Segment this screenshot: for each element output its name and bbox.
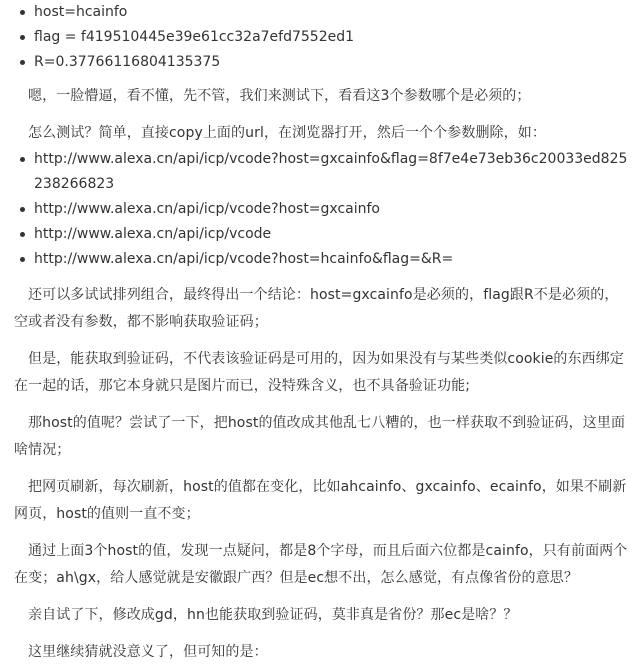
paragraph: 通过上面3个host的值，发现一点疑问，都是8个字母，而且后面六位都是cainfo，只有前面两个在变；ah\gx，给人感觉就是安徽跟广西？但是ec想不出，怎么感觉，有点像省份的意思？ xyxy=(14,543,628,586)
list-item: http://www.alexa.cn/api/icp/vcode xyxy=(20,222,630,247)
url-list xyxy=(14,147,630,272)
param-list xyxy=(14,0,630,75)
list-item: http://www.alexa.cn/api/icp/vcode?host=gxcainfo&flag=8f7e4e73eb36c20033ed825238266823 xyxy=(20,147,630,197)
paragraph: 这里继续猜就没意义了，但可知的是： xyxy=(28,644,268,660)
paragraph: 但是，能获取到验证码，不代表该验证码是可用的，因为如果没有与某些类似cookie的东西绑定在一起的话，那它本身就只是图片而已，没特殊含义，也不具备验证功能; xyxy=(14,351,624,394)
paragraph: 怎么测试？简单，直接copy上面的url，在浏览器打开，然后一个个参数删除，如： xyxy=(28,125,546,141)
list-item: R=0.37766116804135375 xyxy=(20,50,630,75)
paragraph: 亲自试了下，修改成gd，hn也能获取到验证码，莫非真是省份？那ec是啥？？ xyxy=(28,607,518,623)
paragraph: 那host的值呢？尝试了一下，把host的值改成其他乱七八糟的，也一样获取不到验证码，这里面啥情况； xyxy=(14,415,626,458)
paragraph: 还可以多试试排列组合，最终得出一个结论：host=gxcainfo是必须的，flag跟R不是必须的，空或者没有参数，都不影响获取验证码； xyxy=(14,287,619,330)
paragraph: 嗯，一脸懵逼，看不懂，先不管，我们来测试下，看看这3个参数哪个是必须的； xyxy=(28,88,531,104)
list-item: host=hcainfo xyxy=(20,0,630,25)
paragraph: 把网页刷新，每次刷新，host的值都在变化，比如ahcainfo、gxcainfo、ecainfo，如果不刷新网页，host的值则一直不变； xyxy=(14,479,627,522)
list-item: http://www.alexa.cn/api/icp/vcode?host=hcainfo&flag=&R= xyxy=(20,247,630,272)
list-item: flag = f419510445e39e61cc32a7efd7552ed1 xyxy=(20,25,630,50)
list-item: http://www.alexa.cn/api/icp/vcode?host=gxcainfo xyxy=(20,197,630,222)
